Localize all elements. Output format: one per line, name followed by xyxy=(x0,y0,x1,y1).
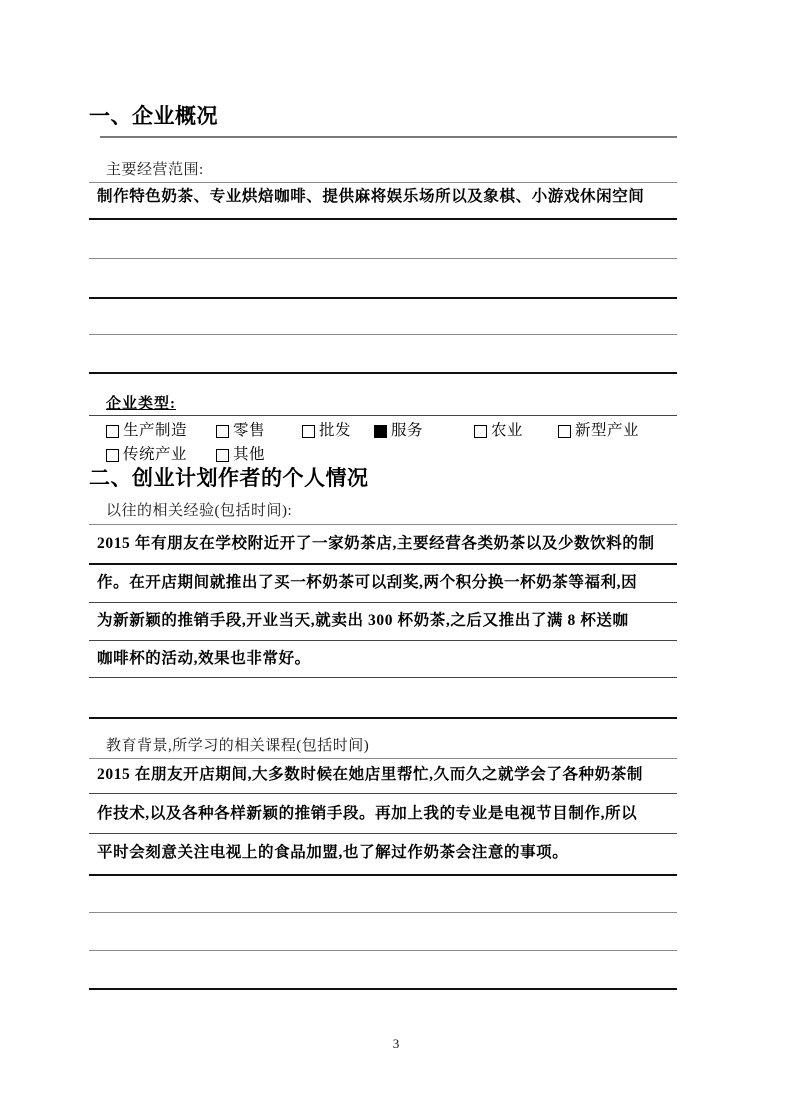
checkbox-icon xyxy=(216,449,229,462)
enterprise-type-label: 企业类型: xyxy=(106,396,176,412)
ruled-line xyxy=(89,833,677,834)
experience-line: 作。在开店期间就推出了买一杯奶茶可以刮奖,两个积分换一杯奶茶等福利,因 xyxy=(97,574,638,591)
ruled-line-blank xyxy=(89,372,677,374)
checkbox-icon xyxy=(474,425,487,438)
section-2-heading: 二、创业计划作者的个人情况 xyxy=(89,467,369,490)
checkbox-icon xyxy=(106,425,119,438)
checkbox-label: 传统产业 xyxy=(123,446,188,463)
page-number: 3 xyxy=(392,1036,400,1051)
ruled-line-blank xyxy=(89,912,677,913)
section-1-heading-rule xyxy=(100,136,677,138)
ruled-line xyxy=(89,874,677,876)
checkbox-icon xyxy=(216,425,229,438)
checkbox-option-retail[interactable] xyxy=(216,421,302,441)
checkbox-label: 其他 xyxy=(233,446,266,463)
ruled-line xyxy=(89,563,677,565)
experience-line: 2015 年有朋友在学校附近开了一家奶茶店,主要经营各类奶茶以及少数饮料的制 xyxy=(97,535,655,552)
checkbox-option-traditional-industry[interactable] xyxy=(106,445,216,465)
ruled-line xyxy=(89,182,677,183)
ruled-line xyxy=(89,602,677,603)
education-line: 作技术,以及各种各样新颖的推销手段。再加上我的专业是电视节目制作,所以 xyxy=(97,805,638,822)
ruled-line-blank xyxy=(89,334,677,335)
checkbox-label: 零售 xyxy=(233,422,266,439)
checkbox-label: 生产制造 xyxy=(123,422,188,439)
ruled-line-blank xyxy=(89,950,677,951)
ruled-line-blank xyxy=(89,988,677,990)
enterprise-type-options-row-2 xyxy=(106,445,677,465)
checkbox-option-other[interactable] xyxy=(216,445,265,465)
section-1-heading: 一、企业概况 xyxy=(89,105,218,128)
checkbox-option-service[interactable] xyxy=(374,421,474,441)
checkbox-option-new-industry[interactable] xyxy=(558,421,639,441)
ruled-line xyxy=(89,218,677,220)
experience-line: 为新新颖的推销手段,开业当天,就卖出 300 杯奶茶,之后又推出了满 8 杯送咖 xyxy=(97,612,629,629)
ruled-line xyxy=(89,758,677,759)
checkbox-label: 服务 xyxy=(391,422,424,439)
checkbox-icon xyxy=(302,425,315,438)
enterprise-type-options-row-1 xyxy=(106,421,677,441)
ruled-line xyxy=(89,524,677,525)
ruled-line xyxy=(89,640,677,641)
ruled-line xyxy=(89,793,677,794)
checkbox-option-wholesale[interactable] xyxy=(302,421,374,441)
checkbox-icon-checked xyxy=(374,425,387,438)
experience-line: 咖啡杯的活动,效果也非常好。 xyxy=(97,650,311,667)
experience-label: 以往的相关经验(包括时间): xyxy=(106,503,293,519)
ruled-line xyxy=(89,415,677,416)
ruled-line-blank xyxy=(89,717,677,719)
checkbox-label: 批发 xyxy=(319,422,352,439)
checkbox-label: 农业 xyxy=(491,422,524,439)
ruled-line-blank xyxy=(89,297,677,299)
education-line: 2015 在朋友开店期间,大多数时候在她店里帮忙,久而久之就学会了各种奶茶制 xyxy=(97,766,643,783)
checkbox-option-manufacturing[interactable] xyxy=(106,421,216,441)
ruled-line xyxy=(89,677,677,678)
checkbox-icon xyxy=(558,425,571,438)
checkbox-label: 新型产业 xyxy=(575,422,640,439)
education-line: 平时会刻意关注电视上的食品加盟,也了解过作奶茶会注意的事项。 xyxy=(97,844,569,861)
checkbox-icon xyxy=(106,449,119,462)
business-scope-value: 制作特色奶茶、专业烘焙咖啡、提供麻将娱乐场所以及象棋、小游戏休闲空间 xyxy=(97,188,645,205)
education-label: 教育背景,所学习的相关课程(包括时间) xyxy=(106,738,370,754)
checkbox-option-agriculture[interactable] xyxy=(474,421,558,441)
business-scope-label: 主要经营范围: xyxy=(106,162,204,178)
ruled-line-blank xyxy=(89,258,677,259)
